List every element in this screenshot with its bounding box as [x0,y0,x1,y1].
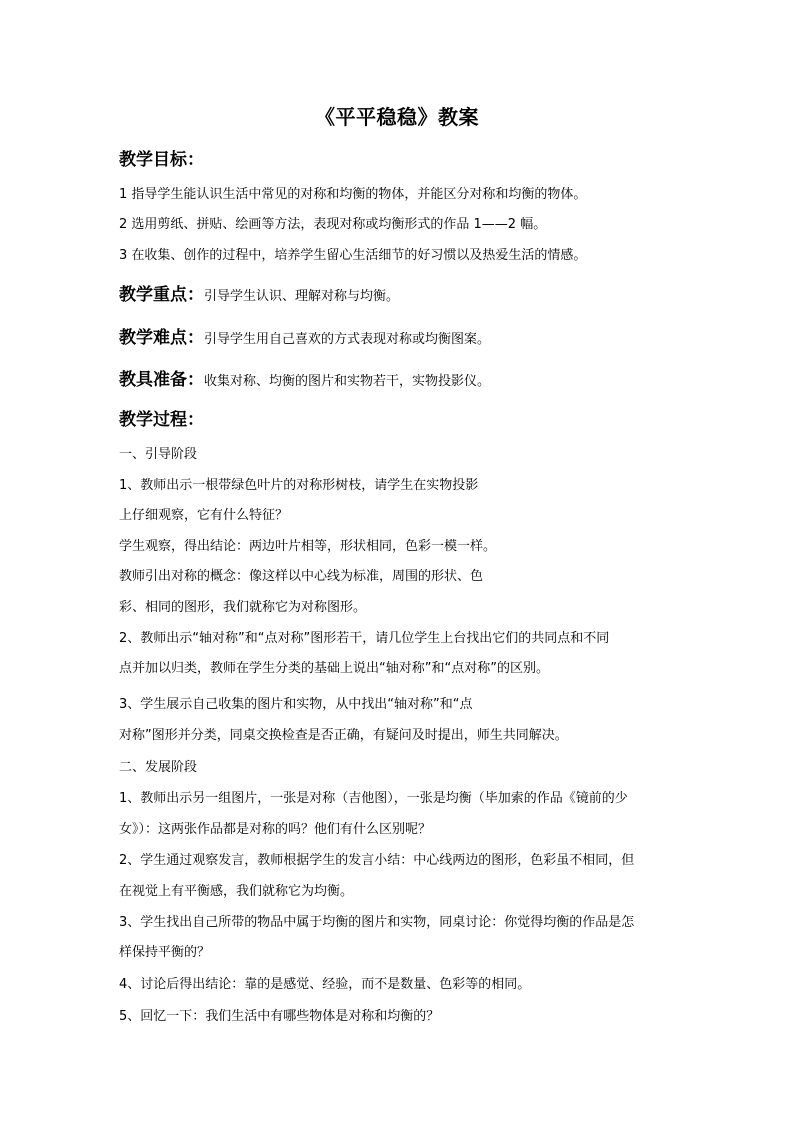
key-point-label: 教学重点： [119,285,204,305]
key-point-text: 引导学生认识、理解对称与均衡。 [204,289,400,304]
process-line: 点并加以归类，教师在学生分类的基础上说出“轴对称”和“点对称”的区别。 [119,661,549,676]
process-line: 学生观察，得出结论：两边叶片相等，形状相同，色彩一模一样。 [119,539,497,554]
objectives-heading: 教学目标： [119,150,204,170]
process-heading: 教学过程： [119,410,204,430]
process-line: 1、教师出示一根带绿色叶片的对称形树枝，请学生在实物投影 [119,478,479,493]
materials-label: 教具准备： [119,370,204,390]
process-line: 3、学生展示自己收集的图片和实物，从中找出“轴对称”和“点 [119,697,473,712]
materials-row [119,368,679,394]
document-title: 《平平稳稳》教案 [315,105,479,129]
process-line: 女》）：这两张作品都是对称的吗？他们有什么区别呢？ [119,822,432,837]
objective-item-2: 2 选用剪纸、拼贴、绘画等方法，表现对称或均衡形式的作品 1——2 幅。 [119,217,547,232]
process-line: 1、教师出示另一组图片，一张是对称（吉他图），一张是均衡（毕加索的作品《镜前的少 [119,791,628,806]
process-line: 教师引出对称的概念：像这样以中心线为标准，周围的形状、色 [119,569,484,584]
difficulty-row [119,326,679,352]
process-line: 一、引导阶段 [119,447,198,462]
objective-item-1: 1 指导学生能认识生活中常见的对称和均衡的物体，并能区分对称和均衡的物体。 [119,187,587,202]
process-line: 对称”图形并分类，同桌交换检查是否正确，有疑问及时提出，师生共同解决。 [119,728,568,743]
process-line: 2、教师出示“轴对称”和“点对称”图形若干，请几位学生上台找出它们的共同点和不同 [119,631,610,646]
difficulty-text: 引导学生用自己喜欢的方式表现对称或均衡图案。 [204,332,491,347]
process-line: 5、回忆一下：我们生活中有哪些物体是对称和均衡的？ [119,1009,440,1024]
process-line: 二、发展阶段 [119,760,198,775]
objective-item-3: 3 在收集、创作的过程中，培养学生留心生活细节的好习惯以及热爱生活的情感。 [119,248,587,263]
process-line: 上仔细观察，它有什么特征？ [119,508,289,523]
process-line: 样保持平衡的？ [119,945,211,960]
process-line: 2、学生通过观察发言，教师根据学生的发言小结：中心线两边的图形，色彩虽不相同，但 [119,853,635,868]
key-point-row [119,283,679,309]
process-line: 在视觉上有平衡感，我们就称它为均衡。 [119,884,354,899]
process-line: 3、学生找出自己所带的物品中属于均衡的图片和实物，同桌讨论：你觉得均衡的作品是怎 [119,915,635,930]
process-line: 彩、相同的图形，我们就称它为对称图形。 [119,600,367,615]
process-line: 4、讨论后得出结论：靠的是感觉、经验，而不是数量、色彩等的相同。 [119,977,531,992]
difficulty-label: 教学难点： [119,328,204,348]
materials-text: 收集对称、均衡的图片和实物若干，实物投影仪。 [204,374,491,389]
